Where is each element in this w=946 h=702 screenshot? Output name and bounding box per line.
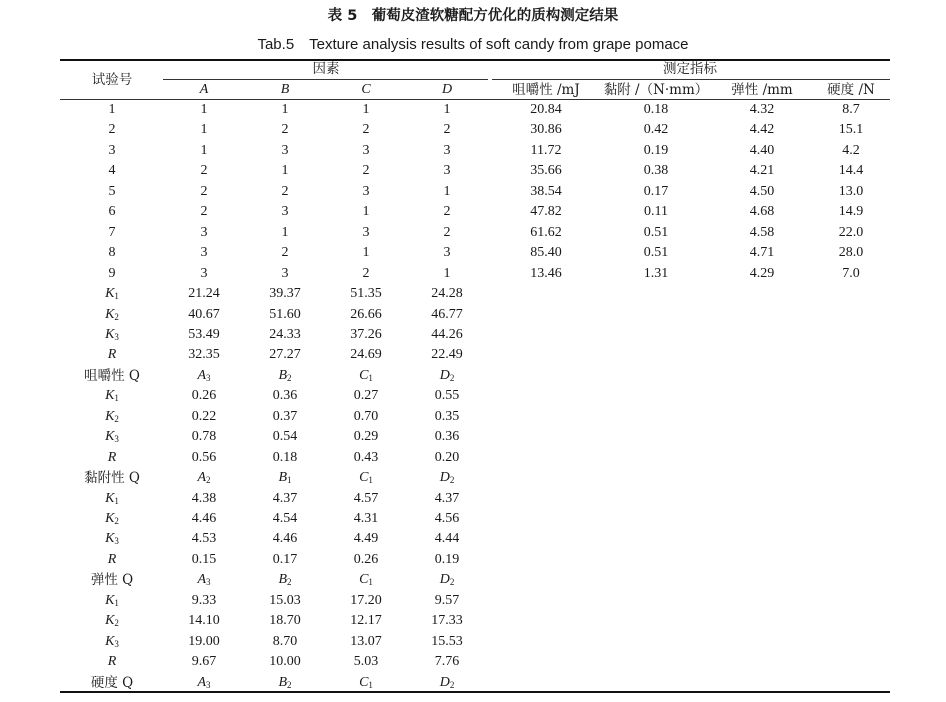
symbol: C xyxy=(359,367,369,383)
optimal-level xyxy=(278,673,291,695)
factor-value: 1 xyxy=(443,183,451,199)
factor-value: 3 xyxy=(443,142,451,158)
row-label xyxy=(108,550,117,570)
optimal-level xyxy=(440,570,455,592)
factor-value: 1 xyxy=(200,142,208,158)
factor-value: 24.33 xyxy=(269,326,301,342)
factor-value: 1 xyxy=(200,102,208,117)
factor-value: 0.26 xyxy=(191,388,217,404)
factor-value: 2 xyxy=(362,122,370,138)
row-label: 咀嚼性 Q xyxy=(84,367,140,384)
factor-value: 0.22 xyxy=(191,408,217,424)
factor-value: 46.77 xyxy=(431,306,463,322)
measure-value: 8.7 xyxy=(842,102,860,117)
factor-header-a: A xyxy=(199,82,209,97)
row-label: 4 xyxy=(108,163,116,179)
measure-value: 4.42 xyxy=(749,122,775,138)
measure-value: 0.19 xyxy=(643,142,669,158)
subscript: 2 xyxy=(449,475,455,486)
factor-value: 0.26 xyxy=(353,551,379,567)
subscript: 1 xyxy=(287,475,292,486)
measure-group-header: 测定指标 xyxy=(663,61,717,77)
factor-value: 1 xyxy=(200,122,208,138)
subscript: 3 xyxy=(206,577,211,588)
measure-value: 4.68 xyxy=(749,204,775,220)
measure-value: 4.50 xyxy=(749,183,775,199)
factor-header-d: D xyxy=(441,82,453,97)
optimal-level xyxy=(440,366,455,388)
row-label xyxy=(108,345,117,365)
optimal-level xyxy=(440,468,455,490)
factor-value: 0.70 xyxy=(353,408,379,424)
symbol: B xyxy=(278,572,288,588)
symbol: D xyxy=(439,367,450,383)
measure-value: 4.32 xyxy=(749,102,775,117)
factor-value: 0.36 xyxy=(272,388,298,404)
row-label xyxy=(108,652,117,672)
row-label: 硬度 Q xyxy=(90,674,134,691)
table-title-cn: 表 5 葡萄皮渣软糖配方优化的质构测定结果 xyxy=(327,8,619,24)
optimal-level xyxy=(197,366,210,388)
factor-value: 2 xyxy=(281,122,289,138)
optimal-level xyxy=(359,673,373,695)
factor-value: 9.33 xyxy=(191,592,217,608)
factor-value: 12.17 xyxy=(350,613,382,629)
measure-value: 11.72 xyxy=(530,142,562,158)
factor-value: 1 xyxy=(362,245,370,261)
row-label: 3 xyxy=(108,142,116,158)
factor-value: 8.70 xyxy=(272,633,298,649)
optimal-level xyxy=(197,570,210,592)
factor-value: 19.00 xyxy=(188,633,220,649)
row-label: 9 xyxy=(108,265,116,281)
factor-value: 22.49 xyxy=(431,347,463,363)
factor-value: 1 xyxy=(443,265,451,281)
optimal-level xyxy=(197,673,210,695)
factor-value: 3 xyxy=(362,183,370,199)
subscript: 3 xyxy=(114,638,119,649)
subscript: 3 xyxy=(114,536,119,547)
symbol: A xyxy=(197,572,207,588)
factor-value: 3 xyxy=(200,245,208,261)
factor-value: 1 xyxy=(362,102,370,117)
measure-value: 7.0 xyxy=(842,265,860,281)
factor-value: 32.35 xyxy=(188,347,220,363)
measure-value: 0.17 xyxy=(643,183,669,199)
subscript: 3 xyxy=(206,372,211,383)
measure-value: 38.54 xyxy=(530,183,562,199)
optimal-level xyxy=(359,570,373,592)
symbol: K xyxy=(105,613,115,629)
factor-value: 0.20 xyxy=(434,449,460,465)
symbol: K xyxy=(105,531,115,547)
factor-value: 5.03 xyxy=(353,654,379,670)
symbol: R xyxy=(107,449,117,465)
factor-value: 2 xyxy=(281,245,289,261)
factor-value: 3 xyxy=(362,142,370,158)
factor-value: 21.24 xyxy=(188,286,220,302)
symbol: A xyxy=(197,674,207,690)
factor-value: 4.44 xyxy=(434,531,460,547)
factor-value: 3 xyxy=(200,224,208,240)
factor-value: 2 xyxy=(200,183,208,199)
row-label: 5 xyxy=(108,183,116,199)
symbol: R xyxy=(107,347,117,363)
row-label xyxy=(105,611,119,633)
factor-value: 53.49 xyxy=(188,326,220,342)
measure-value: 30.86 xyxy=(530,122,562,138)
measure-value: 4.29 xyxy=(749,265,775,281)
factor-value: 10.00 xyxy=(269,654,301,670)
row-label: 7 xyxy=(108,224,116,240)
factor-value: 51.60 xyxy=(269,306,301,322)
symbol: A xyxy=(197,470,207,486)
measure-value: 47.82 xyxy=(530,204,562,220)
factor-value: 2 xyxy=(362,265,370,281)
symbol: D xyxy=(439,674,450,690)
symbol: C xyxy=(359,572,369,588)
subscript: 2 xyxy=(287,577,292,588)
factor-value: 2 xyxy=(443,204,451,220)
factor-value: 2 xyxy=(362,163,370,179)
measure-value: 85.40 xyxy=(530,245,562,261)
measure-header-1: 咀嚼性 /mJ xyxy=(512,82,580,98)
symbol: R xyxy=(107,551,117,567)
subscript: 1 xyxy=(114,597,119,608)
measure-value: 28.0 xyxy=(838,245,864,261)
factor-value: 14.10 xyxy=(188,613,220,629)
factor-value: 2 xyxy=(443,122,451,138)
table-top-rule xyxy=(60,59,890,61)
row-label xyxy=(105,407,119,429)
symbol: K xyxy=(105,633,115,649)
subscript: 3 xyxy=(114,331,119,342)
measure-value: 15.1 xyxy=(838,122,864,138)
factor-value: 0.55 xyxy=(434,388,460,404)
symbol: K xyxy=(105,592,115,608)
optimal-level xyxy=(278,366,291,388)
optimal-level xyxy=(278,468,291,490)
factor-value: 1 xyxy=(362,204,370,220)
symbol: B xyxy=(278,470,288,486)
subscript: 2 xyxy=(114,311,119,322)
factor-value: 1 xyxy=(281,224,289,240)
factor-value: 44.26 xyxy=(431,326,463,342)
factor-group-header: 因素 xyxy=(312,61,340,77)
measure-value: 0.51 xyxy=(643,245,669,261)
subscript: 1 xyxy=(114,495,119,506)
measure-value: 4.58 xyxy=(749,224,775,240)
subscript: 1 xyxy=(368,475,373,486)
subscript: 1 xyxy=(114,393,119,404)
row-label xyxy=(105,591,119,613)
subscript: 3 xyxy=(206,679,211,690)
row-label: 1 xyxy=(108,102,116,117)
measure-value: 61.62 xyxy=(530,224,562,240)
factor-value: 2 xyxy=(281,183,289,199)
factor-value: 4.46 xyxy=(272,531,298,547)
factor-value: 4.56 xyxy=(434,511,460,526)
factor-header-c: C xyxy=(361,82,371,97)
factor-value: 40.67 xyxy=(188,306,220,322)
factor-value: 9.57 xyxy=(434,592,460,608)
factor-value: 7.76 xyxy=(434,654,460,670)
measure-value: 4.40 xyxy=(749,142,775,158)
factor-value: 24.28 xyxy=(431,286,463,302)
factor-value: 18.70 xyxy=(269,613,301,629)
row-label xyxy=(105,305,119,327)
measure-value: 22.0 xyxy=(838,224,864,240)
factor-value: 0.37 xyxy=(272,408,298,424)
measure-value: 14.4 xyxy=(838,163,864,179)
factor-value: 4.57 xyxy=(353,490,379,506)
factor-value: 4.38 xyxy=(191,490,217,506)
row-label: 6 xyxy=(108,204,116,220)
factor-value: 0.18 xyxy=(272,449,298,465)
factor-value: 4.54 xyxy=(272,511,298,526)
factor-value: 24.69 xyxy=(350,347,382,363)
symbol: K xyxy=(105,326,115,342)
subscript: 1 xyxy=(368,577,373,588)
factor-value: 0.29 xyxy=(353,429,379,445)
measure-value: 0.11 xyxy=(644,204,668,220)
factor-value: 0.56 xyxy=(191,449,217,465)
row-label xyxy=(105,427,119,449)
measure-value: 0.38 xyxy=(643,163,669,179)
factor-value: 37.26 xyxy=(350,326,382,342)
measure-header-4: 硬度 /N xyxy=(827,82,875,98)
measure-value: 13.0 xyxy=(838,183,864,199)
subscript: 3 xyxy=(114,434,119,445)
factor-value: 0.78 xyxy=(191,429,217,445)
symbol: A xyxy=(197,367,207,383)
optimal-level xyxy=(359,366,373,388)
factor-value: 4.31 xyxy=(353,511,379,526)
factor-value: 3 xyxy=(443,163,451,179)
factor-value: 15.53 xyxy=(431,633,463,649)
row-label xyxy=(105,386,119,408)
factor-value: 3 xyxy=(281,142,289,158)
factor-value: 39.37 xyxy=(269,286,301,302)
subscript: 2 xyxy=(114,516,119,526)
factor-value: 17.33 xyxy=(431,613,463,629)
symbol: D xyxy=(439,572,450,588)
row-label xyxy=(105,489,119,511)
factor-value: 17.20 xyxy=(350,592,382,608)
factor-group-rule xyxy=(163,79,488,80)
symbol: R xyxy=(107,654,117,670)
factor-value: 15.03 xyxy=(269,592,301,608)
trial-header: 试验号 xyxy=(91,72,133,88)
factor-value: 3 xyxy=(281,265,289,281)
factor-header-b: B xyxy=(280,82,290,97)
measure-value: 14.9 xyxy=(838,204,864,220)
optimal-level xyxy=(359,468,373,490)
factor-value: 2 xyxy=(200,204,208,220)
measure-value: 4.71 xyxy=(749,245,775,261)
subscript: 2 xyxy=(287,372,292,383)
symbol: C xyxy=(359,674,369,690)
factor-value: 4.53 xyxy=(191,531,217,547)
optimal-level xyxy=(278,570,291,592)
measure-value: 0.18 xyxy=(643,102,669,117)
factor-value: 1 xyxy=(281,102,289,117)
subscript: 1 xyxy=(368,372,373,383)
factor-value: 3 xyxy=(281,204,289,220)
factor-value: 9.67 xyxy=(191,654,217,670)
subscript: 2 xyxy=(114,413,119,424)
symbol: K xyxy=(105,490,115,506)
factor-value: 3 xyxy=(443,245,451,261)
row-label: 8 xyxy=(108,245,116,261)
measure-value: 1.31 xyxy=(643,265,669,281)
factor-value: 3 xyxy=(200,265,208,281)
factor-value: 1 xyxy=(443,102,451,117)
measure-value: 0.42 xyxy=(643,122,669,138)
factor-value: 0.17 xyxy=(272,551,298,567)
factor-value: 4.49 xyxy=(353,531,379,547)
subscript: 2 xyxy=(206,475,211,486)
factor-value: 26.66 xyxy=(350,306,382,322)
symbol: D xyxy=(439,470,450,486)
measure-value: 35.66 xyxy=(530,163,562,179)
row-label xyxy=(105,325,119,347)
measure-value: 0.51 xyxy=(643,224,669,240)
factor-value: 13.07 xyxy=(350,633,382,649)
subscript: 2 xyxy=(114,618,119,629)
symbol: K xyxy=(105,306,115,322)
row-label: 黏附性 Q xyxy=(84,470,140,487)
subscript: 2 xyxy=(449,577,455,588)
subscript: 2 xyxy=(449,372,455,383)
row-label: 2 xyxy=(108,122,116,138)
factor-value: 2 xyxy=(443,224,451,240)
symbol: K xyxy=(105,408,115,424)
factor-value: 4.37 xyxy=(434,490,460,506)
symbol: C xyxy=(359,470,369,486)
factor-value: 0.43 xyxy=(353,449,379,465)
measure-value: 4.21 xyxy=(749,163,775,179)
factor-value: 0.15 xyxy=(191,551,217,567)
factor-value: 0.27 xyxy=(353,388,379,404)
subscript: 2 xyxy=(449,679,455,690)
table-bottom-rule xyxy=(60,691,890,693)
symbol: K xyxy=(105,429,115,445)
factor-value: 27.27 xyxy=(269,347,301,363)
measure-value: 4.2 xyxy=(842,142,860,158)
subscript: 1 xyxy=(368,679,373,690)
subscript: 1 xyxy=(114,291,119,302)
row-label xyxy=(105,509,119,531)
symbol: K xyxy=(105,388,115,404)
factor-value: 0.19 xyxy=(434,551,460,567)
factor-value: 3 xyxy=(362,224,370,240)
row-label xyxy=(108,448,117,468)
factor-value: 4.46 xyxy=(191,511,217,526)
table-title-en: Tab.5 Texture analysis results of soft candy from grape pomace xyxy=(257,36,689,53)
symbol: B xyxy=(278,674,288,690)
factor-value: 0.35 xyxy=(434,408,460,424)
measure-header-3: 弹性 /mm xyxy=(731,82,793,98)
row-label xyxy=(105,632,119,654)
measure-value: 20.84 xyxy=(530,102,562,117)
optimal-level xyxy=(440,673,455,695)
measure-header-2: 黏附 /（N·mm） xyxy=(603,82,709,98)
factor-value: 0.54 xyxy=(272,429,298,445)
symbol: B xyxy=(278,367,288,383)
subscript: 2 xyxy=(287,679,292,690)
optimal-level xyxy=(197,468,210,490)
measure-value: 13.46 xyxy=(530,265,562,281)
row-label xyxy=(105,529,119,551)
symbol: K xyxy=(105,511,115,526)
factor-value: 2 xyxy=(200,163,208,179)
factor-value: 4.37 xyxy=(272,490,298,506)
factor-value: 0.36 xyxy=(434,429,460,445)
factor-value: 51.35 xyxy=(350,286,382,302)
factor-value: 1 xyxy=(281,163,289,179)
row-label: 弹性 Q xyxy=(90,572,134,589)
symbol: K xyxy=(105,286,115,302)
row-label xyxy=(105,284,119,306)
